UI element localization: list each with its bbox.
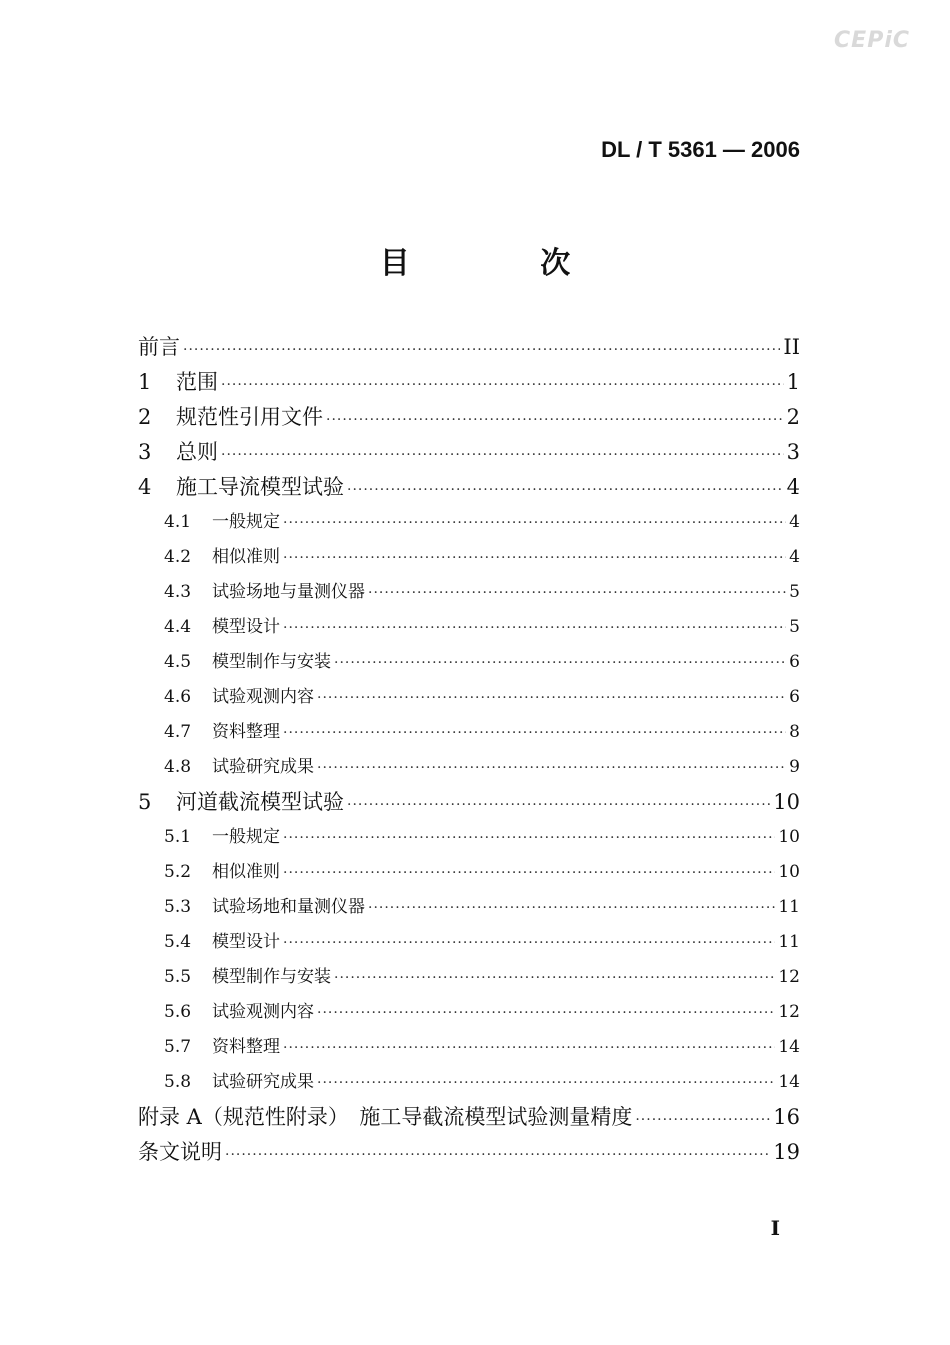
toc-entry-title: 模型设计 (212, 932, 280, 952)
toc-entry[interactable] (138, 750, 800, 785)
toc-entry-number: 5.1 (164, 827, 192, 847)
toc-entry-page: 6 (789, 687, 800, 707)
toc-entry-page: 2 (786, 405, 800, 429)
toc-dot-leader (283, 506, 786, 541)
toc-entry[interactable] (138, 645, 800, 680)
toc-entry-title: 试验观测内容 (212, 687, 314, 707)
toc-entry[interactable] (138, 1100, 800, 1135)
toc-entry-title: 一般规定 (212, 512, 280, 532)
toc-entry[interactable] (138, 855, 800, 890)
toc-dot-leader (317, 1066, 775, 1101)
toc-dot-leader (368, 891, 775, 926)
toc-entry-title: 试验场地和量测仪器 (212, 897, 365, 917)
toc-entry-title: 试验研究成果 (212, 757, 314, 777)
toc-dot-leader (283, 926, 775, 961)
toc-entry-page: 19 (773, 1140, 800, 1164)
toc-entry-page: II (783, 335, 800, 359)
toc-entry-page: 12 (778, 967, 800, 987)
toc-entry-number: 1 (138, 370, 152, 394)
toc-dot-leader (225, 1138, 770, 1173)
toc-dot-leader (183, 333, 780, 368)
toc-entry-page: 5 (789, 617, 800, 637)
toc-entry-number: 2 (138, 405, 152, 429)
toc-dot-leader (317, 681, 786, 716)
toc-entry-page: 10 (778, 827, 800, 847)
toc-dot-leader (334, 646, 786, 681)
toc-entry[interactable] (138, 610, 800, 645)
toc-entry-number: 5.5 (164, 967, 192, 987)
toc-entry-title: 试验场地与量测仪器 (212, 582, 365, 602)
toc-dot-leader (283, 821, 775, 856)
toc-title: 目 次 (379, 246, 631, 281)
toc-entry-number: 4.2 (164, 547, 192, 567)
toc-dot-leader (635, 1103, 770, 1138)
toc-entry-page: 1 (786, 370, 800, 394)
document-code: DL / T 5361 — 2006 (601, 137, 800, 162)
toc-entry-number: 5.6 (164, 1002, 192, 1022)
toc-dot-leader (317, 996, 775, 1031)
toc-dot-leader (347, 788, 770, 823)
toc-entry-title: 模型制作与安装 (212, 652, 331, 672)
toc-entry-number: 5.3 (164, 897, 192, 917)
toc-entry-title: 条文说明 (138, 1140, 222, 1164)
toc-entry-page: 4 (786, 475, 800, 499)
toc-dot-leader (347, 473, 784, 508)
toc-entry-page: 14 (778, 1072, 800, 1092)
toc-entry[interactable] (138, 505, 800, 540)
toc-entry-title: 模型设计 (212, 617, 280, 637)
toc-entry-page: 6 (789, 652, 800, 672)
toc-entry-title: 一般规定 (212, 827, 280, 847)
toc-entry-number: 4.7 (164, 722, 192, 742)
toc-entry-page: 4 (789, 512, 800, 532)
toc-entry[interactable] (138, 1065, 800, 1100)
toc-dot-leader (326, 403, 784, 438)
toc-entry-title: 规范性引用文件 (176, 405, 323, 429)
footer-page-number: I (770, 1216, 780, 1240)
toc-entry[interactable] (138, 680, 800, 715)
toc-entry[interactable] (138, 470, 800, 505)
toc-entry-title: 总则 (176, 440, 218, 464)
toc-entry-page: 12 (778, 1002, 800, 1022)
toc-entry-title: 试验研究成果 (212, 1072, 314, 1092)
toc-entry-number: 4.3 (164, 582, 192, 602)
toc-entry-page: 5 (789, 582, 800, 602)
toc-dot-leader (283, 856, 775, 891)
toc-entry-page: 10 (773, 790, 800, 814)
toc-entry-title: 模型制作与安装 (212, 967, 331, 987)
toc-entry[interactable] (138, 925, 800, 960)
toc-entry-title: 附录 A（规范性附录） 施工导截流模型试验测量精度 (138, 1105, 633, 1129)
toc-entry-title: 资料整理 (212, 722, 280, 742)
toc-entry[interactable] (138, 960, 800, 995)
toc-entry-number: 5.2 (164, 862, 192, 882)
toc-entry[interactable] (138, 785, 800, 820)
toc-entry[interactable] (138, 575, 800, 610)
toc-entry[interactable] (138, 365, 800, 400)
toc-entry-page: 14 (778, 1037, 800, 1057)
toc-dot-leader (283, 611, 786, 646)
toc-entry-number: 4.1 (164, 512, 192, 532)
toc-entry-number: 4.8 (164, 757, 192, 777)
toc-dot-leader (317, 751, 786, 786)
toc-entry-title: 试验观测内容 (212, 1002, 314, 1022)
toc-dot-leader (283, 541, 786, 576)
toc-entry[interactable] (138, 715, 800, 750)
toc-entry[interactable] (138, 330, 800, 365)
toc-entry-number: 5.8 (164, 1072, 192, 1092)
toc-dot-leader (221, 438, 784, 473)
toc-entry-number: 5.4 (164, 932, 192, 952)
toc-entry[interactable] (138, 1030, 800, 1065)
toc-dot-leader (283, 1031, 775, 1066)
toc-entry-page: 9 (789, 757, 800, 777)
toc-entry-number: 4 (138, 475, 152, 499)
toc-entry-title: 施工导流模型试验 (176, 475, 344, 499)
cepic-watermark-logo: CEPiC (834, 28, 910, 53)
toc-entry-title: 相似准则 (212, 547, 280, 567)
toc-entry[interactable] (138, 820, 800, 855)
toc-entry-page: 11 (778, 932, 800, 952)
toc-entry-title: 资料整理 (212, 1037, 280, 1057)
toc-entry-title: 相似准则 (212, 862, 280, 882)
toc-entry-number: 4.5 (164, 652, 192, 672)
toc-entry-page: 3 (786, 440, 800, 464)
toc-entry-number: 3 (138, 440, 152, 464)
toc-entry-page: 4 (789, 547, 800, 567)
toc-entry-page: 10 (778, 862, 800, 882)
toc-entry[interactable] (138, 540, 800, 575)
toc-entry[interactable] (138, 435, 800, 470)
toc-entry-title: 河道截流模型试验 (176, 790, 344, 814)
toc-dot-leader (368, 576, 786, 611)
toc-entry-page: 16 (773, 1105, 800, 1129)
table-of-contents (138, 330, 800, 1170)
toc-entry[interactable] (138, 400, 800, 435)
toc-entry-title: 范围 (176, 370, 218, 394)
toc-dot-leader (334, 961, 775, 996)
toc-dot-leader (221, 368, 784, 403)
toc-entry[interactable] (138, 1135, 800, 1170)
toc-entry-number: 4.6 (164, 687, 192, 707)
toc-entry-number: 4.4 (164, 617, 192, 637)
toc-entry[interactable] (138, 995, 800, 1030)
toc-entry-number: 5 (138, 790, 152, 814)
toc-entry-number: 5.7 (164, 1037, 192, 1057)
toc-entry-page: 8 (789, 722, 800, 742)
toc-entry-page: 11 (778, 897, 800, 917)
toc-entry[interactable] (138, 890, 800, 925)
toc-entry-title: 前言 (138, 335, 180, 359)
toc-dot-leader (283, 716, 786, 751)
